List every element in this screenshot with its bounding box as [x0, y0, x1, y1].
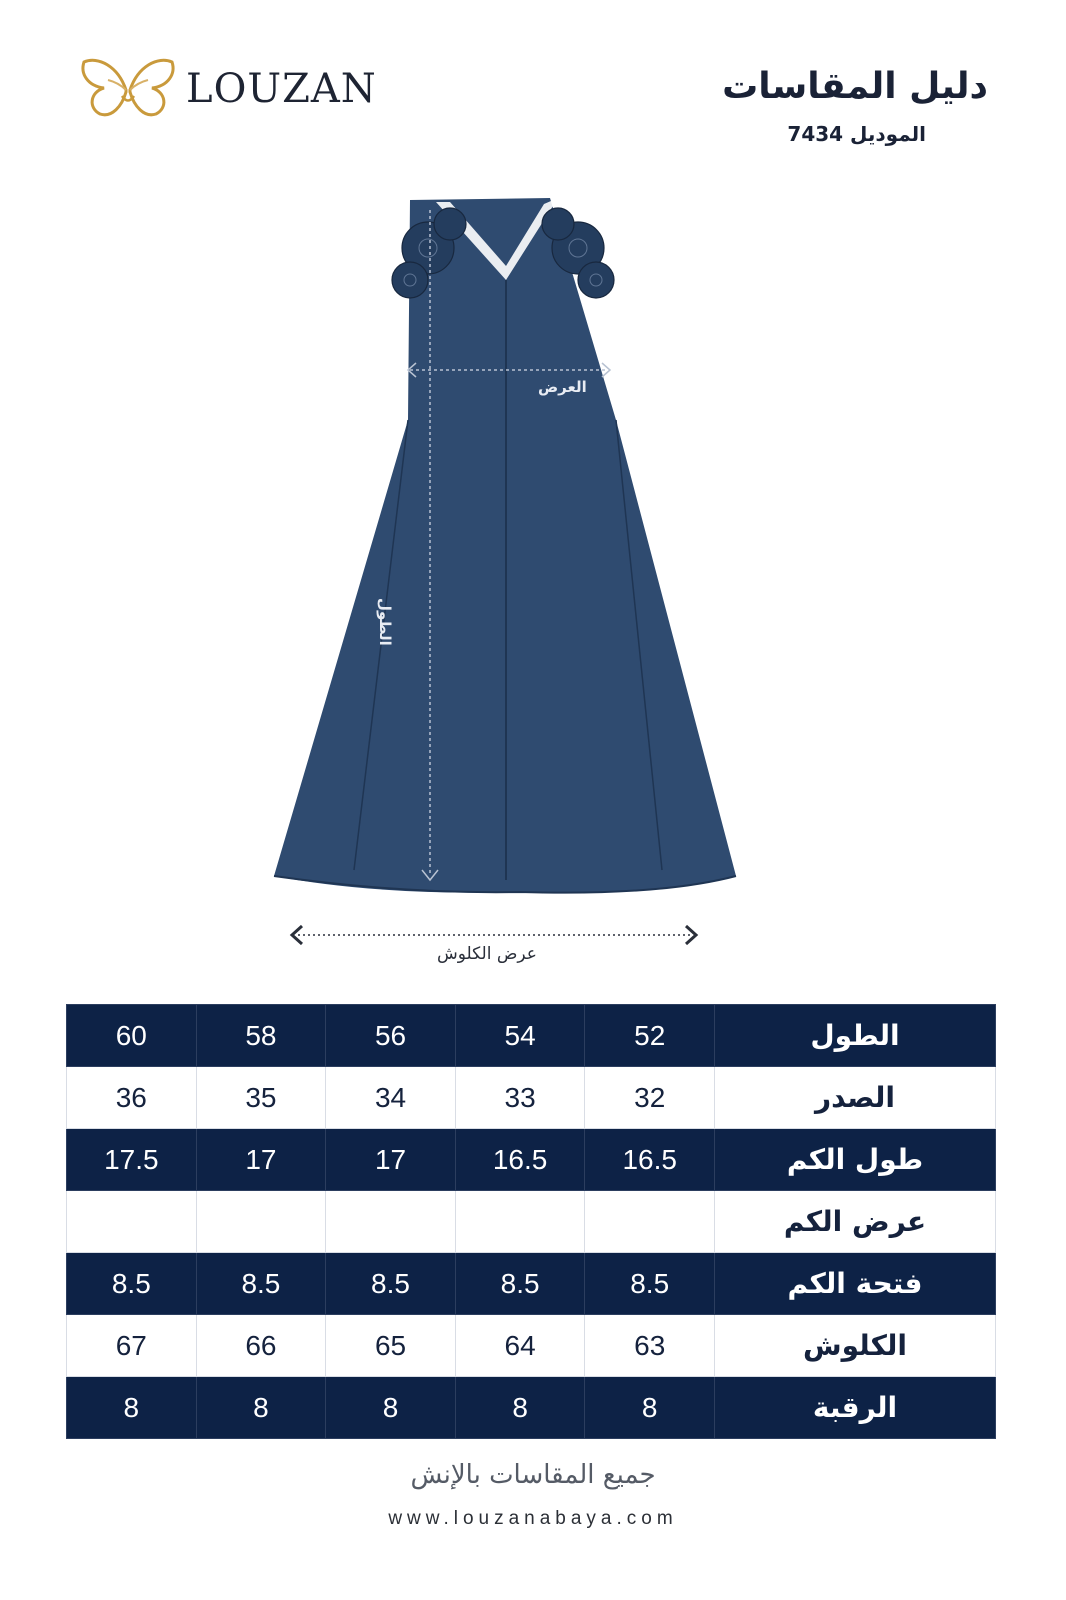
- table-cell: 32: [585, 1067, 715, 1129]
- table-cell: 17: [196, 1129, 326, 1191]
- table-cell: 56: [326, 1005, 456, 1067]
- size-chart-table: [66, 1004, 996, 1439]
- table-row: [67, 1315, 996, 1377]
- brand-name: LOUZAN: [186, 66, 377, 112]
- row-label: عرض الكم: [715, 1191, 996, 1253]
- table-row: [67, 1191, 996, 1253]
- table-cell: 8: [585, 1377, 715, 1439]
- table-cell: 8.5: [455, 1253, 585, 1315]
- table-cell: 34: [326, 1067, 456, 1129]
- table-cell: 52: [585, 1005, 715, 1067]
- length-label: الطول: [376, 598, 394, 646]
- table-cell: 8.5: [67, 1253, 197, 1315]
- row-label: الرقبة: [715, 1377, 996, 1439]
- table-row: [67, 1253, 996, 1315]
- table-row: [67, 1005, 996, 1067]
- table-cell: 17.5: [67, 1129, 197, 1191]
- table-cell: 63: [585, 1315, 715, 1377]
- table-cell: 8: [455, 1377, 585, 1439]
- table-cell: 8.5: [585, 1253, 715, 1315]
- table-cell: [67, 1191, 197, 1253]
- table-cell: 33: [455, 1067, 585, 1129]
- table-cell: 8: [67, 1377, 197, 1439]
- table-cell: 8.5: [326, 1253, 456, 1315]
- table-cell: [455, 1191, 585, 1253]
- brand-logo: [78, 54, 377, 124]
- table-cell: 64: [455, 1315, 585, 1377]
- table-cell: 8: [326, 1377, 456, 1439]
- page-title: دليل المقاسات: [722, 66, 988, 107]
- table-cell: 66: [196, 1315, 326, 1377]
- table-cell: 8: [196, 1377, 326, 1439]
- row-label: طول الكم: [715, 1129, 996, 1191]
- table-cell: 58: [196, 1005, 326, 1067]
- table-cell: 36: [67, 1067, 197, 1129]
- table-cell: 17: [326, 1129, 456, 1191]
- table-cell: 60: [67, 1005, 197, 1067]
- butterfly-icon: [78, 56, 178, 120]
- table-row: [67, 1129, 996, 1191]
- row-label: الصدر: [715, 1067, 996, 1129]
- table-cell: 8.5: [196, 1253, 326, 1315]
- dress-illustration: [260, 180, 780, 980]
- units-note: جميع المقاسات بالإنش: [410, 1460, 656, 1490]
- table-row: [67, 1067, 996, 1129]
- table-cell: 16.5: [585, 1129, 715, 1191]
- row-label: فتحة الكم: [715, 1253, 996, 1315]
- table-cell: [326, 1191, 456, 1253]
- table-cell: 67: [67, 1315, 197, 1377]
- hem-width-label: عرض الكلوش: [437, 944, 537, 964]
- table-cell: [585, 1191, 715, 1253]
- table-cell: 16.5: [455, 1129, 585, 1191]
- model-number: الموديل 7434: [787, 122, 926, 146]
- table-cell: 65: [326, 1315, 456, 1377]
- table-cell: 54: [455, 1005, 585, 1067]
- table-row: [67, 1377, 996, 1439]
- table-cell: [196, 1191, 326, 1253]
- row-label: الطول: [715, 1005, 996, 1067]
- table-cell: 35: [196, 1067, 326, 1129]
- website-link[interactable]: www.louzanabaya.com: [388, 1508, 678, 1529]
- row-label: الكلوش: [715, 1315, 996, 1377]
- width-label: العرض: [538, 378, 587, 396]
